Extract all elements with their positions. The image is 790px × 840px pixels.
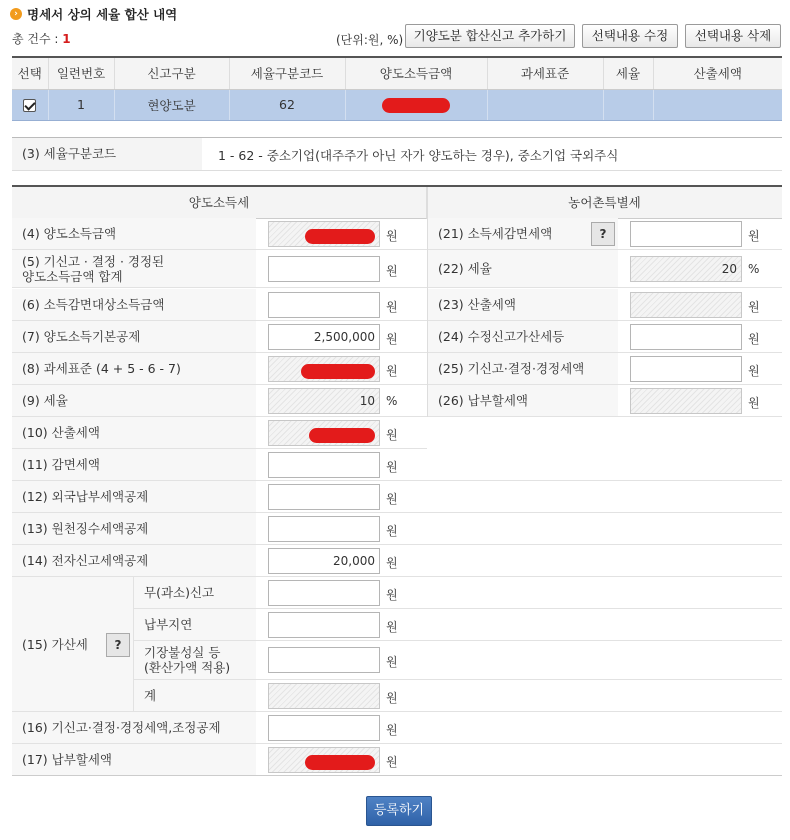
tax-base-field: [268, 356, 380, 382]
won-unit: 원: [748, 364, 760, 378]
row-22-label: (22) 세율: [428, 250, 618, 287]
col-report-type: 신고구분: [114, 57, 229, 89]
row-26-payable-tax: [428, 385, 782, 417]
unit-label: (단위:원, %): [336, 33, 404, 47]
row-17-label: (17) 납부할세액: [12, 744, 256, 775]
redaction-mark: [305, 229, 375, 244]
col-tax-base: 과세표준: [487, 57, 603, 89]
total-count-label: 총 건수 :: [12, 32, 63, 46]
row-5-prior-gain-total: [12, 250, 427, 288]
bullet-icon: ›: [10, 8, 22, 20]
gain-amount-field: [268, 221, 380, 247]
foreign-tax-credit-input[interactable]: [268, 484, 380, 510]
won-unit: 원: [386, 428, 398, 442]
won-unit: 원: [386, 460, 398, 474]
e-filing-credit-input[interactable]: 20,000: [268, 548, 380, 574]
capital-gains-tax-header: 양도소득세: [12, 187, 427, 219]
tax-list-table: [12, 56, 782, 121]
row-13-label: (13) 원천징수세액공제: [12, 513, 256, 544]
row-15-label: (15) 가산세: [12, 577, 133, 711]
row-21-income-tax-reduction: [428, 218, 782, 250]
col-rate-code: 세율구분코드: [229, 57, 345, 89]
row-25-label: (25) 기신고·결정·경정세액: [428, 353, 618, 384]
col-rate: 세율: [603, 57, 653, 89]
calc-tax-field: [268, 420, 380, 446]
rural-calc-tax-field: [630, 292, 742, 318]
rural-payable-tax-field: [630, 388, 742, 414]
row-25-prior-tax: [428, 353, 782, 385]
percent-unit: %: [386, 394, 398, 408]
penalty-total-label: 계: [134, 680, 256, 711]
row-26-label: (26) 납부할세액: [428, 385, 618, 416]
penalty-late-payment-row: [134, 609, 782, 641]
reduction-income-input[interactable]: [268, 292, 380, 318]
row-12-label: (12) 외국납부세액공제: [12, 481, 256, 512]
col-serial: 일련번호: [48, 57, 114, 89]
penalty-underreport-input[interactable]: [268, 580, 380, 606]
add-prior-transfer-button[interactable]: 기양도분 합산신고 추가하기: [405, 24, 575, 48]
row-tax-base: [487, 89, 603, 120]
rate-code-row: [12, 137, 782, 171]
tax-rate-field: 10: [268, 388, 380, 414]
row-10-calc-tax: [12, 417, 427, 449]
row-4-gain-amount: [12, 218, 427, 250]
penalty-bookkeeping-input[interactable]: [268, 647, 380, 673]
rate-code-label: (3) 세율구분코드: [12, 138, 202, 170]
col-calc-tax: 산출세액: [653, 57, 782, 89]
row-14-label: (14) 전자신고세액공제: [12, 545, 256, 576]
row-calc-tax: [653, 89, 782, 120]
row-6-reduction-income: [12, 289, 427, 321]
penalty-late-payment-input[interactable]: [268, 612, 380, 638]
percent-unit: %: [748, 262, 760, 276]
won-unit: 원: [748, 396, 760, 410]
row-16-prior-tax-adjustment: [12, 712, 782, 744]
redaction-mark: [301, 364, 375, 379]
row-14-e-filing-credit: [12, 545, 782, 577]
penalty-underreport-row: [134, 577, 782, 609]
edit-selected-button[interactable]: 선택내용 수정: [582, 24, 678, 48]
won-unit: 원: [386, 492, 398, 506]
rural-special-tax-header: 농어촌특별세: [427, 187, 782, 219]
row-8-label: (8) 과세표준 (4 + 5 - 6 - 7): [12, 353, 256, 384]
won-unit: 원: [386, 300, 398, 314]
row-23-calc-tax: [428, 289, 782, 321]
row-8-tax-base: [12, 353, 427, 385]
row-9-tax-rate: [12, 385, 427, 417]
row-10-label: (10) 산출세액: [12, 417, 256, 448]
row-24-label: (24) 수정신고가산세등: [428, 321, 618, 352]
redaction-mark: [382, 98, 450, 113]
won-unit: 원: [386, 691, 398, 705]
col-select: 선택: [12, 57, 48, 89]
won-unit: 원: [386, 229, 398, 243]
row-7-basic-deduction: [12, 321, 427, 353]
row-gain-amount: [345, 89, 487, 120]
row-12-foreign-tax-credit: [12, 481, 782, 513]
section-title-text: 명세서 상의 세율 합산 내역: [27, 7, 178, 22]
row-11-label: (11) 감면세액: [12, 449, 256, 480]
row-checkbox-cell[interactable]: [12, 89, 48, 120]
row-11-reduction-tax: [12, 449, 782, 481]
row-report-type: 현양도분: [114, 89, 229, 120]
won-unit: 원: [386, 264, 398, 278]
row-21-label: (21) 소득세감면세액: [428, 218, 618, 249]
won-unit: 원: [748, 229, 760, 243]
row-16-label: (16) 기신고·결정·경정세액,조정공제: [12, 712, 256, 743]
penalty-underreport-label: 무(과소)신고: [134, 577, 256, 608]
table-header-row: [12, 57, 782, 89]
penalty-total-field: [268, 683, 380, 709]
register-button[interactable]: 등록하기: [366, 796, 432, 826]
penalty-bookkeeping-row: [134, 641, 782, 680]
won-unit: 원: [386, 723, 398, 737]
tax-calc-form: [12, 185, 782, 210]
rural-prior-tax-input[interactable]: [630, 356, 742, 382]
total-count-value: 1: [62, 32, 71, 46]
rural-tax-rate-field: 20: [630, 256, 742, 282]
basic-deduction-input[interactable]: 2,500,000: [268, 324, 380, 350]
row-serial: 1: [48, 89, 114, 120]
row-rate: [603, 89, 653, 120]
income-tax-reduction-input[interactable]: [630, 221, 742, 247]
won-unit: 원: [386, 755, 398, 769]
payable-tax-field: [268, 747, 380, 773]
penalty-bookkeeping-label: 기장불성실 등 (환산가액 적용): [134, 641, 256, 679]
won-unit: 원: [386, 364, 398, 378]
won-unit: 원: [386, 655, 398, 669]
redaction-mark: [309, 428, 375, 443]
won-unit: 원: [748, 332, 760, 346]
row-7-label: (7) 양도소득기본공제: [12, 321, 256, 352]
delete-selected-button[interactable]: 선택내용 삭제: [685, 24, 781, 48]
row-24-amended-penalty: [428, 321, 782, 353]
row-21-help-button[interactable]: ?: [591, 222, 615, 246]
amended-penalty-input[interactable]: [630, 324, 742, 350]
row-5-label: (5) 기신고 · 결정 · 경정된 양도소득금액 합계: [12, 250, 256, 287]
row-checkbox[interactable]: [23, 99, 36, 112]
prior-tax-adjustment-input[interactable]: [268, 715, 380, 741]
won-unit: 원: [386, 588, 398, 602]
row-22-rate: [428, 250, 782, 288]
withholding-credit-input[interactable]: [268, 516, 380, 542]
row-6-label: (6) 소득감면대상소득금액: [12, 289, 256, 320]
row-rate-code: 62: [229, 89, 345, 120]
won-unit: 원: [386, 332, 398, 346]
row-13-withholding-credit: [12, 513, 782, 545]
section-divider: [427, 187, 428, 417]
reduction-tax-input[interactable]: [268, 452, 380, 478]
col-gain-amount: 양도소득금액: [345, 57, 487, 89]
row-23-label: (23) 산출세액: [428, 289, 618, 320]
section-title: [10, 6, 177, 22]
penalty-late-payment-label: 납부지연: [134, 609, 256, 640]
won-unit: 원: [386, 556, 398, 570]
total-count: [12, 30, 71, 47]
row-9-label: (9) 세율: [12, 385, 256, 416]
row-17-payable-tax: [12, 744, 782, 776]
penalty-help-button[interactable]: ?: [106, 633, 130, 657]
won-unit: 원: [748, 300, 760, 314]
prior-gain-total-input[interactable]: [268, 256, 380, 282]
penalty-total-row: [134, 680, 782, 712]
won-unit: 원: [386, 620, 398, 634]
rate-code-value: 1 - 62 - 중소기업(대주주가 아닌 자가 양도하는 경우), 중소기업 국외주식: [218, 148, 619, 163]
row-4-label: (4) 양도소득금액: [12, 218, 256, 249]
won-unit: 원: [386, 524, 398, 538]
table-row[interactable]: [12, 89, 782, 120]
redaction-mark: [305, 755, 375, 770]
